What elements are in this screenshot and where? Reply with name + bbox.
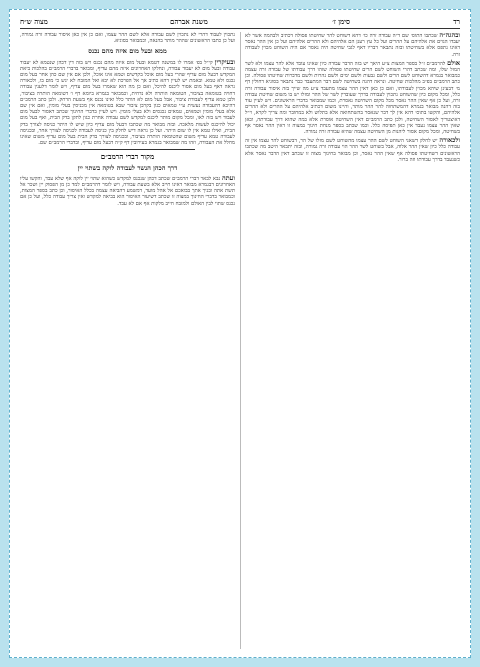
paragraph [245, 137, 460, 163]
paragraph [20, 59, 235, 147]
paragraph [245, 32, 460, 58]
paragraph-text: שכתבו התוס׳ שם ד״ה עבודה זרה כו׳ דהא דשוחט להר שחיטתו פסולה דכתיב ולבהמה אשר לא יעבדו הגוים את אלהיהם על ההרים ועל כל עץ רענן הם אלהיהם ולא ההרים אלהיהם ועל כן אין ההר נאסר דאינו נתפס אלא בשחיטתו ובזה נתבאר דבריו דאף לגבי שחיטה היה נאסר אם היה השוחט מכוין לעבודה זרה. [245, 33, 460, 58]
section-divider [60, 149, 195, 150]
section-heading: ממא ובעל מום איזה מהם נכנס [88, 47, 167, 56]
paragraph-text: נתכוין לעבוד דהרי לא נתכוין לשם עבודה אלא לשם ההר עצמו, ואם כן אין כאן איסור עבודה זרה גמורה, ועל כן כתבו הראשונים שההר מותר בהנאה, וכמבואר בסוגיא. [20, 32, 235, 45]
page-number: רד [453, 17, 460, 26]
paragraph-lead-word: ולכאורה [439, 136, 460, 145]
paragraph [20, 175, 235, 207]
paragraph [20, 32, 235, 44]
header-tractate: סימן ז׳ [332, 17, 350, 26]
section-subheading: דרך הכהן הנשר לעבודה לוקה בשתוי יין [77, 163, 178, 172]
paragraph-text: נבא לבאר דברי הרמב״ם שכתב דכהן שנכנס למקדש כשהוא שתוי יין לוקה אף שלא עבד, והקשו עליו האחרונים דבגמרא מבואר דאינו חייב אלא בשעת עבודה, ויש לומר דהרמב״ם למד כן מן הפסוק יין ושכר אל תשת אתה ובניך אתך בבואכם אל אהל מועד, דמשמע דהביאה עצמה בכלל האיסור, וכן כתב בספר המצות, וכמבואר בדברי החינוך במצוה זו שכתב דשיעור האיסור הוא בביאה למקדש ואין צריך עבודה כלל, ועל כן אם נכנס שתוי לבין האולם ולמזבח חייב מלקות אף אם לא עבד. [20, 175, 235, 207]
paragraph-lead-word: ובהגה״ה [439, 32, 460, 39]
paragraph-text: יש לחלק דשאני השוחט לשם ההר עצמו מהשוחט לשם מזלו של הר, דבשוחט להר עצמו אין זה עבודה כלל כיון שאין ההר אלוה, אבל בשוחט לשר ההר הוי עבודה זרה גמורה, ובזה יתבאר היטב מה שכתבו הראשונים דשחיטתו פסולה אף שאין ההר נאסר, וכן מבואר בחינוך מצוה זו שכתב דאין הדבר נאסר אלא כשנעבד בדרך עבודתו וזה ברור. [245, 138, 460, 163]
book-page [9, 9, 471, 658]
left-column [20, 32, 235, 649]
header-title: משנת אברהם [170, 17, 208, 26]
column-divider [240, 32, 241, 649]
paragraph [245, 60, 460, 135]
paragraph-text: להרמב״ם ז״ל בספר המצות צ״ע היאך יש בזה הדבר עבודה כיון שאינו עובד אלא להר עצמו ולא לשר המזל שלו, ומה שכתב דהרי השוחט לשם הרים שחיטתו פסולה שזהו דרך עבודתו של עבודה זרה עצמה כמבואר בגמרא דהשוחט לשם הרים ולשם גבעות ולשם ימים ולשם נהרות ולשם מדברות שחיטתו פסולה. וכן כתב הרמב״ם בפ״ב מהלכות שחיטה. ונראה דהנה בשחיטה לשם דבר המתעבד כבר נתבאר בסוגיא דחולין דף מ׳ דבעינן שיהא מכוין לעבודתו, ואם כן כאן דאין ההר עצמו מתעבד צ״ע מה שייך בזה איסור עבודה זרה כלל, ומכל מקום כיון שהשוחט נתכוין לעבודה בדרך שעובדין לשר של ההר ומזלו יש בו משום שחיטת עבודה זרה, ועל כן אף שאין ההר נאסר מכל מקום השחיטה נאסרת, וכמו שמבואר בדברי הראשונים. ויש לעיין עוד בזה דהנה מבואר בגמרא דהמשתחוה להר ההר מותר, והיינו משום דכתיב אלהיהם על ההרים ולא ההרים אלהיהם, והקשו בתוס׳ דהא אין לך דבר שנאסר בהשתחואה אלא בתלוש ולא במחובר ומה צריך לקרא, וי״ל דאיצטריך לאסור השחיטה, ולכן כתב הרמב״ם דאין השחיטה אוסרת אלא במה שהוא דרך עבודתה, וכאן שאין ההר עצמו נעבד אין כאן תפיסה כלל. וכמו שכתב בספר מנחת חינוך במצוה זו דאין ההר נאסר אף בשחיטה, ומכל מקום אסור ליהנות מן השחיטה עצמה שהיא עבודה זרה גמורה. [245, 60, 460, 136]
header-subtitle: מצוה ש״ח [20, 17, 48, 26]
paragraph-lead-word: ובעיקרין [214, 57, 235, 66]
paragraph-lead-word: ועתה [221, 173, 235, 182]
right-column [245, 32, 460, 649]
page-header [20, 15, 460, 29]
header-rule [20, 28, 460, 29]
section-heading: מקור דברי הרמב״ם [100, 152, 155, 162]
paragraph-text: קי״ל בפ׳ אמרו לו במשנה דטמא ובעל מום איזה מהם נכנס ויש בזה דין דכהן שנטמא לא יעבוד עבודה ובעל מום לא יעבוד עבודה, ונחלקו האחרונים איזה מהם עדיף, ומבואר בדברי הרמב״ם בהלכות ביאת המקדש דבעל מום עדיף שהרי בעל מום אוכל בקדשים וטמא אינו אוכל, ולכן אם אין שם כהן אחר בעל מום נכנס ולא טמא. ובאמת יש לעיין דהא כתיב אך אל הפרכת לא יבא ואל המזבח לא יגש כי מום בו, ולכאורה נראה דאף בעל מום אסור ליכנס להיכל, ואם כן מה הוא שאמרו בעל מום עדיף, ויש לומר דלענין עבודה דחויה בטומאה בציבור, הטומאה הותרה ולא נדחית, וכמבואר בגמרא ביומא דף ו׳ דטומאה הותרה בציבור, ולכן טמא עדיף לעבודת ציבור, אבל בעל מום לא הותר כלל ואינו נכנס אף בשעת הדחק. ולכן כתב הרמב״ם דהיכא דהעבודה נעשית ע״י טמאים כגון בקרבן ציבור שבא בטומאה אין מכניסין בעלי מומין, ואם אין שם אלא בעלי מומין וטמאים, טמאים נכנסים ולא בעלי מומין. ויש לעיין בדברי החינוך שכתב דאסור לבעל מום לעבוד ויש בזה לאו, ומכל מקום מותר ליכנס למקדש לשם עבודה אחרת כגון לתקן בדק הבית, ואף בעל מום יכול להיכנס לעשות מלאכה. ובזה מבואר מה שכתבו דבעל מום עדיף כיון שיש לו היתר כניסה לצורך בדק הבית, ואילו טמא אין לו שום היתר. ועל כן נראה דיש לחלק בין כניסה לעבודה לכניסה לצורך אחר, ובכניסה לעבודה טמא עדיף משום שהטומאה הותרה בציבור, ובכניסה לצורך בדק הבית בעל מום עדיף משום שאינו מחלל את העבודה, וזהו מה שמבואר בגמרא בעירובין דף ק״ה דבעל מום עדיף, ובדברי הרמב״ם שם. [20, 59, 235, 147]
paragraph-lead-word: אולם [447, 58, 460, 67]
